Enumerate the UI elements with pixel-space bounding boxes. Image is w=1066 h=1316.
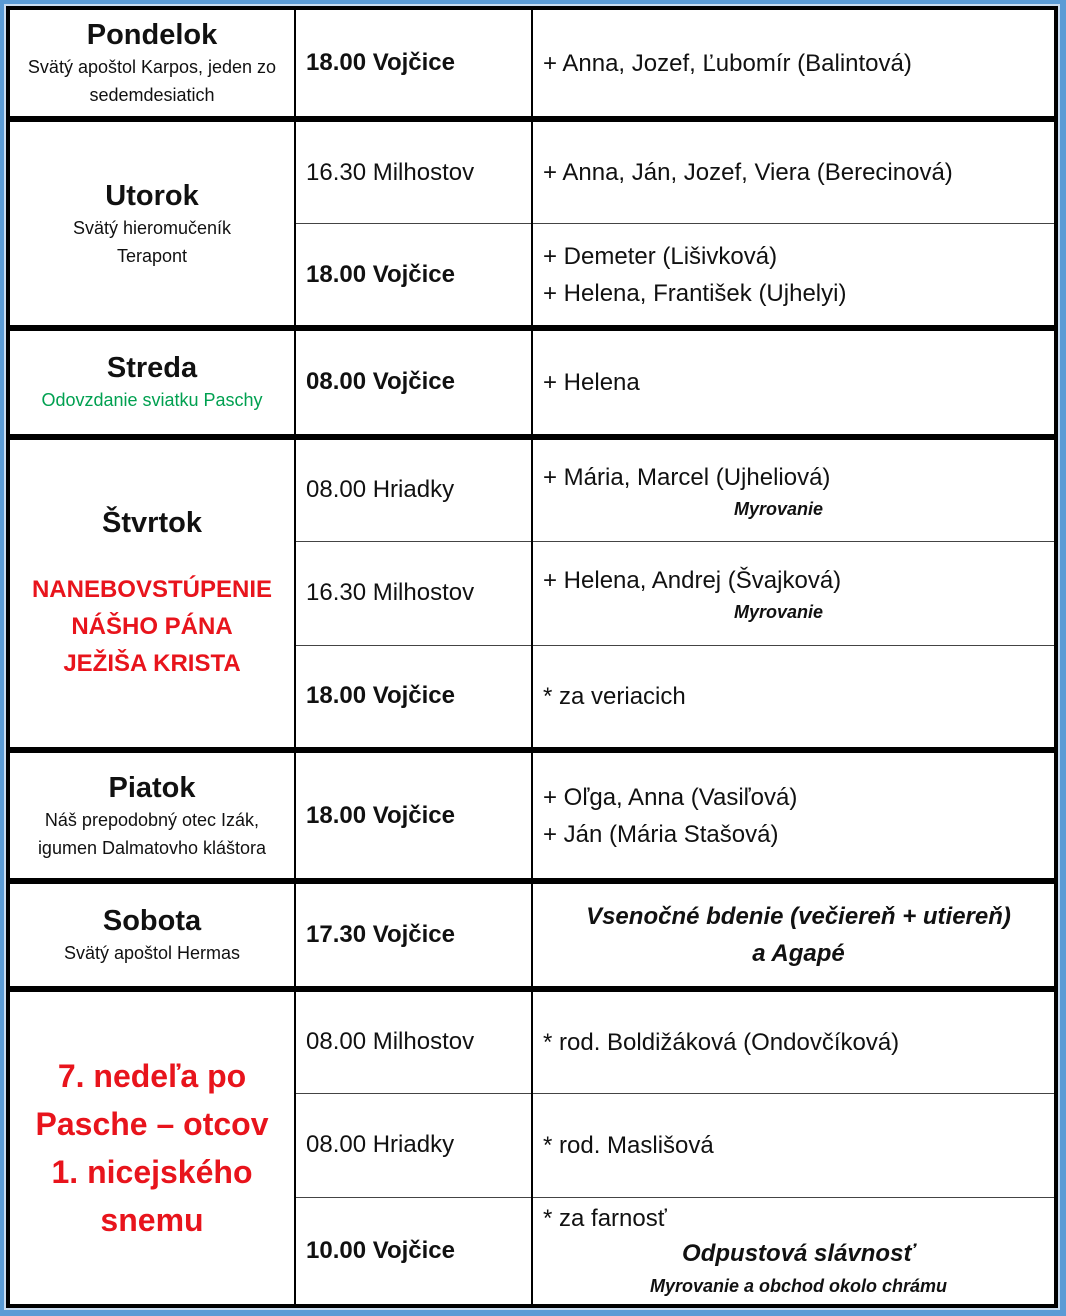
table-row xyxy=(10,119,1054,223)
time-cell: 16.30 Milhostov xyxy=(295,541,532,645)
table-row xyxy=(10,989,1054,1093)
time-cell: 18.00 Vojčice xyxy=(295,750,532,882)
time-cell: 10.00 Vojčice xyxy=(295,1197,532,1304)
intention-cell xyxy=(532,881,1054,988)
intention-line: + Demeter (Lišivková) xyxy=(543,242,778,270)
vigil-title: Vsenočné bdenie (večiereň + utiereň) xyxy=(586,902,1011,930)
intention-cell xyxy=(532,119,1054,223)
intention-line: + Helena xyxy=(543,368,640,396)
sunday-title xyxy=(10,1052,294,1244)
intention-line: + Helena, Andrej (Švajková) xyxy=(543,566,842,594)
feast-celebration: Odpustová slávnosť xyxy=(682,1239,915,1267)
day-name: Pondelok xyxy=(86,19,218,52)
day-cell-pondelok xyxy=(10,10,295,119)
intention-cell xyxy=(532,645,1054,749)
intention-line: * za veriacich xyxy=(543,682,686,710)
time-cell: 18.00 Vojčice xyxy=(295,10,532,119)
day-cell-utorok xyxy=(10,119,295,328)
day-name: Štvrtok xyxy=(102,506,202,539)
intention-line: + Ján (Mária Stašová) xyxy=(543,820,779,848)
intention-line: * za farnosť xyxy=(543,1204,667,1232)
feast-line: NANEBOVSTÚPENIE xyxy=(31,575,273,603)
page-frame xyxy=(4,4,1060,1310)
intention-line: + Anna, Ján, Jozef, Viera (Berecinová) xyxy=(543,159,953,187)
table-row xyxy=(10,328,1054,436)
day-name: Piatok xyxy=(108,771,196,804)
intention-line: + Mária, Marcel (Ujheliová) xyxy=(543,463,831,491)
feast-line: JEŽIŠA KRISTA xyxy=(63,649,241,677)
sunday-line: 1. nicejského xyxy=(51,1153,253,1190)
day-name: Utorok xyxy=(105,179,199,212)
day-cell-streda xyxy=(10,328,295,436)
intention-cell xyxy=(532,989,1054,1093)
sunday-line: 7. nedeľa po xyxy=(57,1057,247,1094)
intention-cell xyxy=(532,10,1054,119)
intention-cell xyxy=(532,750,1054,882)
intention-cell xyxy=(532,541,1054,645)
intention-line: + Helena, František (Ujhelyi) xyxy=(543,279,847,307)
sunday-line: snemu xyxy=(100,1201,204,1238)
time-cell: 08.00 Milhostov xyxy=(295,989,532,1093)
day-cell-nedela xyxy=(10,989,295,1304)
intention-line: * rod. Maslišová xyxy=(543,1131,714,1159)
day-saint: Svätý hieromučeník Terapont xyxy=(72,217,232,266)
time-cell: 18.00 Vojčice xyxy=(295,645,532,749)
table-row xyxy=(10,750,1054,882)
intention-cell xyxy=(532,328,1054,436)
day-cell-piatok xyxy=(10,750,295,882)
note: Myrovanie xyxy=(733,498,824,519)
feast-line: NÁŠHO PÁNA xyxy=(71,612,233,640)
day-saint: Náš prepodobný otec Izák, igumen Dalmatovho kláštora xyxy=(37,809,267,858)
day-saint: Svätý apoštol Karpos, jeden zo sedemdesiatich xyxy=(27,57,277,106)
intention-cell xyxy=(532,1197,1054,1304)
time-cell: 17.30 Vojčice xyxy=(295,881,532,988)
day-cell-sobota xyxy=(10,881,295,988)
liturgy-schedule-table xyxy=(10,10,1054,1304)
day-saint: Odovzdanie sviatku Paschy xyxy=(41,390,263,411)
time-cell: 16.30 Milhostov xyxy=(295,119,532,223)
note: Myrovanie a obchod okolo chrámu xyxy=(649,1275,948,1296)
feast-title xyxy=(10,571,294,682)
day-name: Streda xyxy=(106,352,198,385)
table-row xyxy=(10,881,1054,988)
day-saint: Svätý apoštol Hermas xyxy=(63,942,241,963)
intention-cell xyxy=(532,437,1054,541)
time-cell: 18.00 Vojčice xyxy=(295,224,532,328)
intention-cell xyxy=(532,1093,1054,1197)
intention-cell xyxy=(532,224,1054,328)
schedule-border xyxy=(6,6,1058,1308)
table-row xyxy=(10,10,1054,119)
table-row xyxy=(10,437,1054,541)
vigil-subtitle: a Agapé xyxy=(752,939,845,967)
intention-line: + Oľga, Anna (Vasiľová) xyxy=(543,783,798,811)
intention-line: * rod. Boldižáková (Ondovčíková) xyxy=(543,1028,900,1056)
time-cell: 08.00 Hriadky xyxy=(295,437,532,541)
day-name: Sobota xyxy=(102,904,202,937)
day-cell-stvrtok xyxy=(10,437,295,750)
intention-line: + Anna, Jozef, Ľubomír (Balintová) xyxy=(543,49,912,77)
time-cell: 08.00 Vojčice xyxy=(295,328,532,436)
time-cell: 08.00 Hriadky xyxy=(295,1093,532,1197)
sunday-line: Pasche – otcov xyxy=(35,1105,269,1142)
note: Myrovanie xyxy=(733,601,824,622)
